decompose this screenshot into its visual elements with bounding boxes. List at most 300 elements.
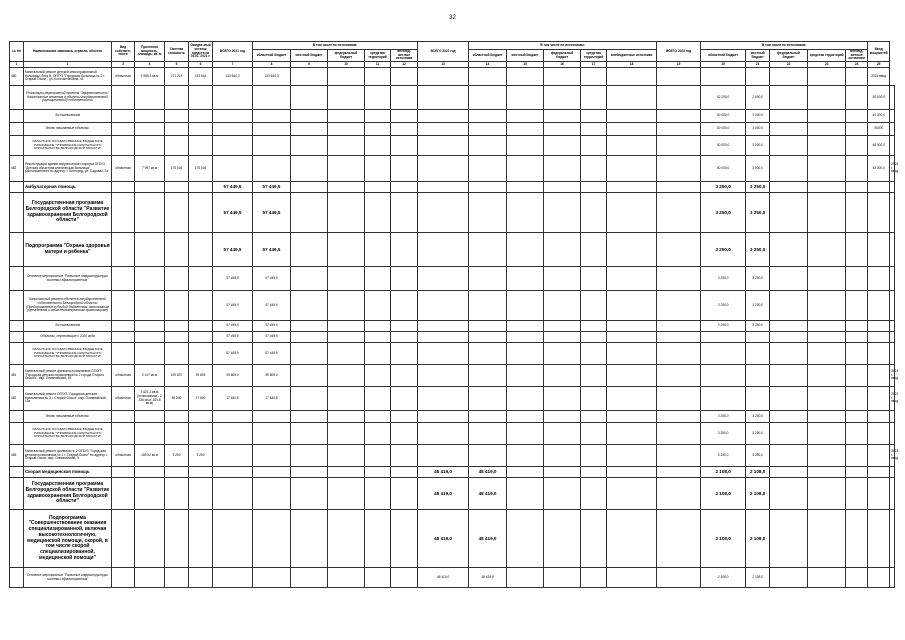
value-cell <box>189 478 213 510</box>
table-row <box>10 411 895 423</box>
value-cell <box>165 267 189 291</box>
value-cell <box>291 411 328 423</box>
header-sources-2021: В том числе по источникам: <box>253 42 418 50</box>
value-cell: 2 000,0 <box>746 86 770 110</box>
value-cell: 3 250,0 <box>701 182 746 193</box>
value-cell <box>657 156 701 182</box>
row-number <box>10 568 24 588</box>
value-cell <box>581 267 607 291</box>
value-cell <box>469 423 507 445</box>
value-cell <box>291 86 328 110</box>
header-sources-2022: В том числе по источникам: <box>469 42 657 50</box>
value-cell <box>657 321 701 332</box>
value-cell <box>607 445 657 467</box>
value-cell: 57 449,5 <box>253 332 291 343</box>
value-cell <box>507 478 544 510</box>
value-cell <box>846 233 868 267</box>
value-cell <box>701 365 746 387</box>
value-cell: 48 419,0 <box>418 478 469 510</box>
value-cell <box>770 123 808 136</box>
commissioning-cell <box>890 343 895 365</box>
value-cell <box>868 267 890 291</box>
value-cell: 3 250,0 <box>701 321 746 332</box>
value-cell: 57 449,5 <box>213 332 253 343</box>
object-name: Основное мероприятие "Развитие инфраструктуры системы здравоохранения" <box>24 568 112 588</box>
value-cell: 2 108,0 <box>746 467 770 478</box>
header-source: областной бюджет <box>253 50 291 62</box>
value-cell <box>291 332 328 343</box>
value-cell <box>581 68 607 86</box>
value-cell: 3 250 <box>165 445 189 467</box>
object-name: Амбулаторная помощь <box>24 182 112 193</box>
value-cell <box>189 510 213 568</box>
value-cell: 3 621,3 кв.м (поликлиника - 2 236 кв.м, 283,8 кв.м) <box>135 387 165 411</box>
value-cell: 50 000,0 <box>868 86 890 110</box>
value-cell <box>469 445 507 467</box>
value-cell <box>507 156 544 182</box>
value-cell: 48 419,0 <box>418 510 469 568</box>
value-cell: 48 000,0 <box>868 136 890 156</box>
value-cell <box>189 343 213 365</box>
value-cell <box>770 136 808 156</box>
value-cell <box>365 86 391 110</box>
value-cell <box>291 321 328 332</box>
value-cell <box>607 156 657 182</box>
value-cell <box>253 510 291 568</box>
value-cell <box>391 568 418 588</box>
header-source: федеральный бюджет <box>328 50 365 62</box>
value-cell <box>112 321 135 332</box>
value-cell <box>469 86 507 110</box>
value-cell: 2 147 кв.м <box>135 365 165 387</box>
value-cell <box>808 291 846 321</box>
value-cell: 3 250,0 <box>701 193 746 233</box>
table-row <box>10 86 895 110</box>
value-cell <box>391 387 418 411</box>
value-cell <box>135 478 165 510</box>
value-cell: 17 640,5 <box>253 387 291 411</box>
table-row <box>10 478 895 510</box>
value-cell <box>544 445 581 467</box>
header-estimate: Сметная стоимость <box>165 42 189 62</box>
object-name: Капитальный ремонт ОГБУЗ "Городская детская поликлиника № 3 г. Старый Оскол", мкр. Олимпийский, 12а <box>24 387 112 411</box>
object-name: Основное мероприятие "Развитие инфраструктуры системы здравоохранения" <box>24 267 112 291</box>
commissioning-cell: 2021 г. ввод <box>890 387 895 411</box>
value-cell <box>770 510 808 568</box>
value-cell: областная <box>112 68 135 86</box>
value-cell <box>507 123 544 136</box>
row-number <box>10 267 24 291</box>
value-cell <box>868 467 890 478</box>
value-cell <box>189 467 213 478</box>
table-row <box>10 291 895 321</box>
column-number: 5 <box>165 62 189 68</box>
value-cell <box>469 123 507 136</box>
table-row <box>10 332 895 343</box>
value-cell <box>607 510 657 568</box>
value-cell <box>770 343 808 365</box>
value-cell <box>846 411 868 423</box>
value-cell <box>657 136 701 156</box>
value-cell <box>213 86 253 110</box>
object-name: Подпрограмма "Охрана здоровья матери и ребенка" <box>24 233 112 267</box>
column-number: 15 <box>507 62 544 68</box>
value-cell <box>507 445 544 467</box>
value-cell <box>328 233 365 267</box>
value-cell <box>418 110 469 123</box>
value-cell <box>291 156 328 182</box>
value-cell <box>607 193 657 233</box>
value-cell <box>391 343 418 365</box>
commissioning-cell: 2024 г. ввод <box>890 156 895 182</box>
value-cell <box>657 123 701 136</box>
value-cell <box>112 193 135 233</box>
value-cell <box>418 423 469 445</box>
value-cell: 50 000,0 <box>701 110 746 123</box>
header-remaining: Ожидае-мый остаток средств на 01.01. 2021 г. <box>189 42 213 62</box>
value-cell <box>189 86 213 110</box>
value-cell <box>544 387 581 411</box>
value-cell <box>391 332 418 343</box>
value-cell <box>607 233 657 267</box>
object-name: Капитальный ремонт филиала № 2 ОГБУЗ "Городская детская поликлиника № 1 г. Старый Оскол" по адресу: г. Старый Оскол, мкр. Олимпийский, 9 <box>24 445 112 467</box>
value-cell <box>507 411 544 423</box>
row-number: 482 <box>10 156 24 182</box>
value-cell <box>808 156 846 182</box>
column-number: 13 <box>418 62 469 68</box>
object-name: Капитальный ремонт объектов государственной собственности Белгородской области (Предоставление субсидий бюджетным, автономным учреждениям и иным некоммерческим организациям) <box>24 291 112 321</box>
value-cell <box>846 193 868 233</box>
value-cell: 109 870 <box>165 365 189 387</box>
value-cell <box>868 233 890 267</box>
row-number <box>10 193 24 233</box>
value-cell <box>544 423 581 445</box>
value-cell: 3 250,0 <box>746 182 770 193</box>
value-cell <box>544 136 581 156</box>
header-ownership: Вид собствен-ности <box>112 42 135 62</box>
value-cell: 2 108,0 <box>746 510 770 568</box>
value-cell <box>189 233 213 267</box>
row-number: 480 <box>10 68 24 86</box>
value-cell <box>365 291 391 321</box>
value-cell <box>328 321 365 332</box>
commissioning-cell <box>890 321 895 332</box>
value-cell <box>581 411 607 423</box>
value-cell <box>544 478 581 510</box>
value-cell <box>657 233 701 267</box>
value-cell <box>581 510 607 568</box>
value-cell <box>112 467 135 478</box>
value-cell <box>135 193 165 233</box>
value-cell <box>607 478 657 510</box>
column-number: 10 <box>328 62 365 68</box>
value-cell <box>328 445 365 467</box>
value-cell <box>365 233 391 267</box>
value-cell <box>846 156 868 182</box>
value-cell <box>135 136 165 156</box>
column-number: 12 <box>391 62 418 68</box>
value-cell <box>846 68 868 86</box>
value-cell <box>328 387 365 411</box>
value-cell: 2 108,0 <box>701 467 746 478</box>
value-cell <box>328 478 365 510</box>
value-cell <box>418 68 469 86</box>
value-cell <box>607 68 657 86</box>
value-cell <box>291 291 328 321</box>
value-cell <box>365 478 391 510</box>
value-cell <box>846 423 868 445</box>
value-cell <box>808 365 846 387</box>
value-cell <box>507 233 544 267</box>
value-cell <box>846 478 868 510</box>
value-cell <box>607 123 657 136</box>
value-cell <box>112 110 135 123</box>
value-cell <box>846 510 868 568</box>
value-cell <box>365 321 391 332</box>
commissioning-cell: 2021 г. ввод <box>890 365 895 387</box>
value-cell <box>165 343 189 365</box>
value-cell <box>365 68 391 86</box>
table-row <box>10 423 895 445</box>
value-cell <box>328 110 365 123</box>
value-cell <box>418 321 469 332</box>
object-name: Капитальный ремонт детской многопрофильной больницы, блок В, ОГБУЗ "Городская больница № 2 г. Старый Оскол", ул. Константиновна, 41 <box>24 68 112 86</box>
value-cell <box>365 123 391 136</box>
value-cell: 3 250,0 <box>746 193 770 233</box>
value-cell <box>607 321 657 332</box>
value-cell <box>469 68 507 86</box>
value-cell <box>581 365 607 387</box>
value-cell <box>291 365 328 387</box>
value-cell <box>291 343 328 365</box>
row-number <box>10 110 24 123</box>
header-commissioning: Ввод мощностей <box>868 42 890 62</box>
table-row <box>10 267 895 291</box>
value-cell <box>291 510 328 568</box>
value-cell <box>868 343 890 365</box>
value-cell <box>469 267 507 291</box>
value-cell <box>328 510 365 568</box>
value-cell <box>770 68 808 86</box>
value-cell: 85 240 <box>165 387 189 411</box>
value-cell <box>165 423 189 445</box>
value-cell <box>846 267 868 291</box>
value-cell <box>544 110 581 123</box>
value-cell <box>189 568 213 588</box>
value-cell <box>770 445 808 467</box>
value-cell <box>544 182 581 193</box>
value-cell: 48 419,0 <box>469 478 507 510</box>
column-number: 1 <box>10 62 24 68</box>
value-cell <box>135 86 165 110</box>
value-cell <box>507 365 544 387</box>
row-number <box>10 123 24 136</box>
value-cell <box>544 365 581 387</box>
value-cell <box>808 136 846 156</box>
value-cell <box>365 445 391 467</box>
value-cell <box>770 86 808 110</box>
value-cell <box>135 343 165 365</box>
value-cell <box>165 182 189 193</box>
header-source: местный бюджет <box>291 50 328 62</box>
value-cell <box>291 110 328 123</box>
value-cell: 57 449,5 <box>253 291 291 321</box>
value-cell: 17 660 <box>189 387 213 411</box>
value-cell <box>189 291 213 321</box>
value-cell <box>165 332 189 343</box>
value-cell <box>770 156 808 182</box>
value-cell: 159,52 кв.м <box>135 445 165 467</box>
value-cell <box>808 568 846 588</box>
value-cell <box>213 445 253 467</box>
value-cell: 2021 ввод <box>868 68 890 86</box>
commissioning-cell <box>890 332 895 343</box>
column-number: 21 <box>746 62 770 68</box>
value-cell: 175 004 <box>189 156 213 182</box>
value-cell <box>365 267 391 291</box>
value-cell: 3 250,0 <box>746 267 770 291</box>
value-cell: 7 997 кв.м <box>135 156 165 182</box>
commissioning-cell <box>890 136 895 156</box>
value-cell <box>328 123 365 136</box>
value-cell <box>365 110 391 123</box>
value-cell <box>213 110 253 123</box>
header-source: средства территорий <box>808 50 846 62</box>
value-cell <box>213 123 253 136</box>
value-cell: 57 449,5 <box>253 321 291 332</box>
row-number <box>10 233 24 267</box>
value-cell <box>507 291 544 321</box>
value-cell: 57 449,5 <box>213 267 253 291</box>
value-cell <box>657 86 701 110</box>
header-source: внебюд-жетные источники <box>846 50 868 62</box>
value-cell: 48 419,0 <box>418 568 469 588</box>
value-cell <box>544 321 581 332</box>
value-cell: 133 644,3 <box>253 68 291 86</box>
value-cell: 45 000,0 <box>868 156 890 182</box>
value-cell <box>469 365 507 387</box>
object-name: Государственная программа Белгородской области "Развитие здравоохранения Белгородской области" <box>24 193 112 233</box>
value-cell <box>418 193 469 233</box>
value-cell <box>135 267 165 291</box>
header-total-2021: ВСЕГО 2021 год <box>213 42 253 62</box>
value-cell <box>868 291 890 321</box>
value-cell <box>808 123 846 136</box>
value-cell <box>165 193 189 233</box>
value-cell <box>846 568 868 588</box>
value-cell: 133 644 <box>189 68 213 86</box>
value-cell: 2 108,0 <box>701 478 746 510</box>
column-number: 9 <box>291 62 328 68</box>
value-cell <box>165 110 189 123</box>
value-cell <box>165 321 189 332</box>
value-cell: 3 250,0 <box>701 233 746 267</box>
row-number <box>10 423 24 445</box>
value-cell <box>418 343 469 365</box>
row-number <box>10 510 24 568</box>
value-cell <box>808 110 846 123</box>
value-cell <box>213 136 253 156</box>
value-cell <box>418 332 469 343</box>
value-cell <box>657 411 701 423</box>
value-cell: 50 000,0 <box>701 156 746 182</box>
value-cell <box>581 86 607 110</box>
value-cell <box>135 467 165 478</box>
value-cell <box>112 343 135 365</box>
table-row <box>10 110 895 123</box>
value-cell <box>808 267 846 291</box>
value-cell <box>328 411 365 423</box>
header-source: местный бюджет <box>746 50 770 62</box>
value-cell <box>165 568 189 588</box>
value-cell: 57 449,5 <box>253 182 291 193</box>
value-cell <box>112 291 135 321</box>
value-cell <box>770 182 808 193</box>
value-cell <box>291 123 328 136</box>
value-cell: 57 449,5 <box>253 343 291 365</box>
commissioning-cell <box>890 291 895 321</box>
value-cell: 2 108,0 <box>746 478 770 510</box>
header-source: областной бюджет <box>469 50 507 62</box>
value-cell <box>112 510 135 568</box>
value-cell <box>253 445 291 467</box>
value-cell <box>135 110 165 123</box>
value-cell <box>657 332 701 343</box>
value-cell <box>328 467 365 478</box>
value-cell <box>657 445 701 467</box>
value-cell <box>418 233 469 267</box>
value-cell <box>469 156 507 182</box>
column-number: 2 <box>24 62 112 68</box>
value-cell: 271 214 <box>165 68 189 86</box>
value-cell <box>808 343 846 365</box>
value-cell: 3 250,0 <box>701 267 746 291</box>
value-cell: 45 000,0 <box>868 110 890 123</box>
table-row <box>10 321 895 332</box>
value-cell <box>507 467 544 478</box>
value-cell <box>544 467 581 478</box>
value-cell <box>291 233 328 267</box>
header-source: областной бюджет <box>701 50 746 62</box>
value-cell <box>189 267 213 291</box>
value-cell <box>418 445 469 467</box>
value-cell: 2 108,0 <box>746 568 770 588</box>
value-cell <box>846 332 868 343</box>
value-cell <box>607 467 657 478</box>
value-cell <box>868 182 890 193</box>
value-cell: 57 449,5 <box>213 193 253 233</box>
value-cell <box>418 182 469 193</box>
value-cell <box>581 332 607 343</box>
value-cell <box>507 136 544 156</box>
value-cell <box>469 291 507 321</box>
value-cell <box>607 411 657 423</box>
value-cell <box>165 136 189 156</box>
value-cell <box>701 387 746 411</box>
investment-table <box>9 41 899 588</box>
table-row <box>10 193 895 233</box>
commissioning-cell <box>890 568 895 588</box>
value-cell <box>469 343 507 365</box>
commissioning-cell <box>890 86 895 110</box>
value-cell <box>112 423 135 445</box>
column-number: 22 <box>770 62 808 68</box>
value-cell <box>657 510 701 568</box>
value-cell: 2 108,0 <box>701 510 746 568</box>
value-cell <box>846 343 868 365</box>
value-cell <box>365 510 391 568</box>
value-cell: 3 000,0 <box>746 156 770 182</box>
